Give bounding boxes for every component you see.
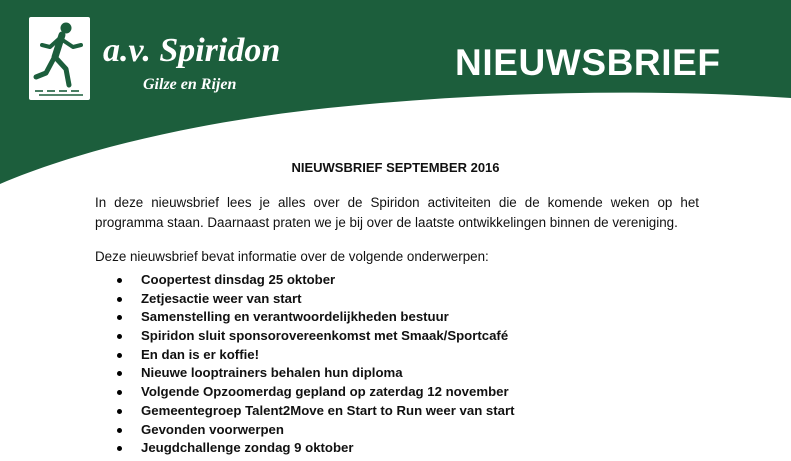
topics-intro: Deze nieuwsbrief bevat informatie over de volgende onderwerpen: (95, 249, 489, 264)
topic-item (0, 327, 515, 346)
runner-icon (29, 17, 90, 100)
topic-item (0, 421, 515, 440)
bullet-icon (117, 278, 122, 283)
newsletter-title: NIEUWSBRIEF (455, 42, 721, 83)
topic-label: Gevonden voorwerpen (141, 421, 284, 437)
document-heading: NIEUWSBRIEF SEPTEMBER 2016 (291, 160, 500, 175)
topic-item (0, 439, 515, 458)
topic-item (0, 271, 515, 290)
bullet-icon (117, 409, 122, 414)
bullet-icon (117, 315, 122, 320)
bullet-icon (117, 446, 122, 451)
topics-list (0, 271, 515, 458)
intro-paragraph: In deze nieuwsbrief lees je alles over de Spiridon activiteiten die de komende weken op het programma staan. Daarnaast praten we je bij over de laatste ontwikkelingen binnen de vereniging. (95, 195, 699, 230)
club-logo (29, 17, 90, 100)
topic-item (0, 364, 515, 383)
bullet-icon (117, 390, 122, 395)
topic-label: Samenstelling en verantwoordelijkheden bestuur (141, 309, 449, 325)
topic-item (0, 402, 515, 421)
topic-item (0, 346, 515, 365)
bullet-icon (117, 334, 122, 339)
bullet-icon (117, 371, 122, 376)
bullet-icon (117, 353, 122, 358)
topic-label: Nieuwe looptrainers behalen hun diploma (141, 365, 403, 381)
topic-label: Volgende Opzoomerdag gepland op zaterdag 12 november (141, 384, 509, 400)
topic-label: Coopertest dinsdag 25 oktober (141, 272, 336, 287)
topic-label: Jeugdchallenge zondag 9 oktober (141, 440, 354, 456)
topic-label: Zetjesactie weer van start (141, 290, 302, 306)
topic-item (0, 290, 515, 309)
topic-label: Gemeentegroep Talent2Move en Start to Run weer van start (141, 402, 515, 418)
topic-label: En dan is er koffie! (141, 346, 259, 362)
topic-item (0, 308, 515, 327)
bullet-icon (117, 428, 122, 433)
topic-label: Spiridon sluit sponsorovereenkomst met Smaak/Sportcafé (141, 328, 509, 344)
club-name: a.v. Spiridon (103, 32, 281, 69)
bullet-icon (117, 297, 122, 302)
club-place: Gilze en Rijen (143, 76, 237, 93)
topic-item (0, 383, 515, 402)
